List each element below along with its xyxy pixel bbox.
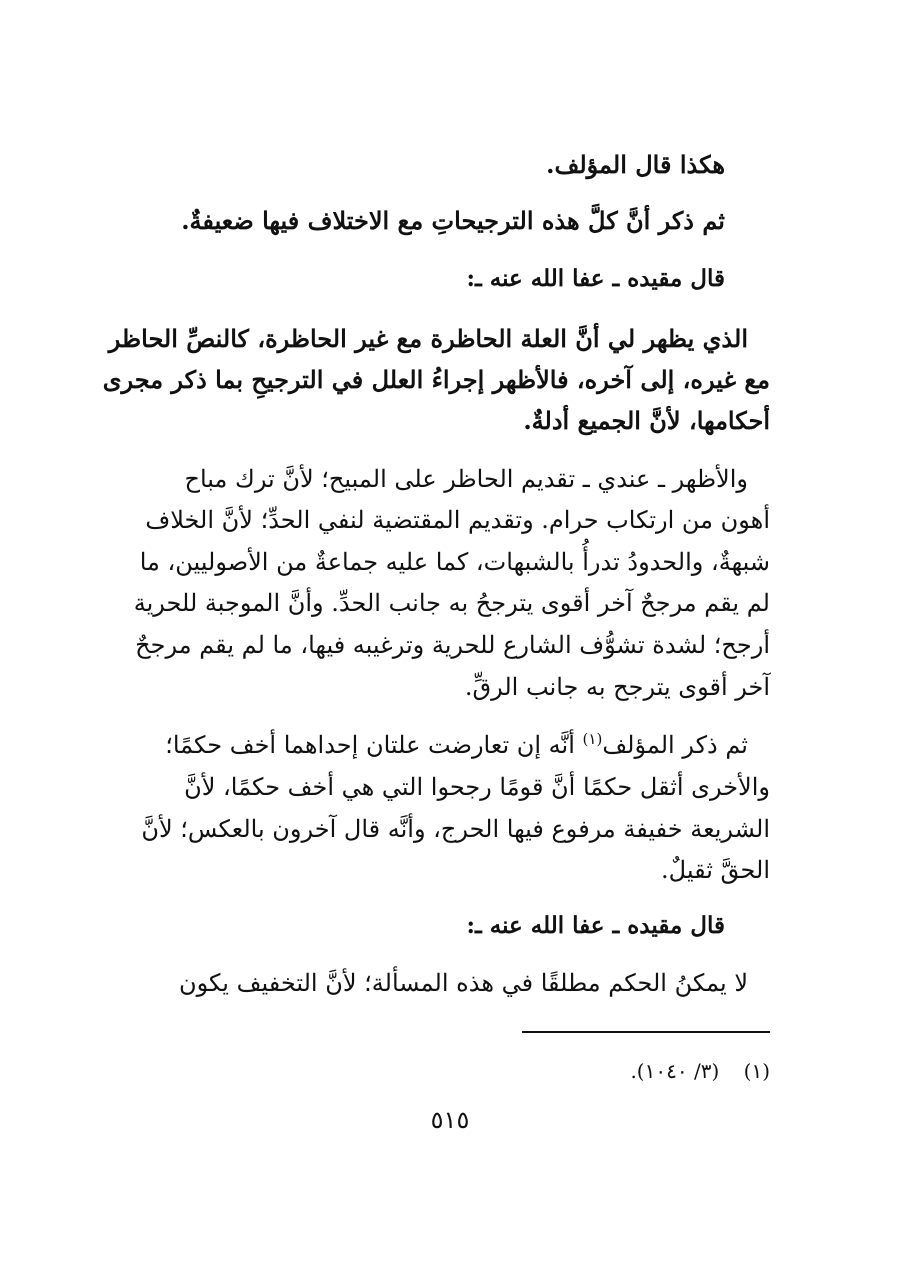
- text-line: هكذا قال المؤلف.: [546, 150, 725, 179]
- text-line: آخر أقوى يترجح به جانب الرقِّ.: [464, 673, 770, 701]
- text-line: الحقَّ ثقيلٌ.: [661, 856, 770, 884]
- line-rest: أنَّه إن تعارضت علتان إحداهما أخف حكمًا؛: [165, 731, 575, 759]
- document-page: [102, 0, 770, 1271]
- text-line: أحكامها، لأنَّ الجميع أدلةٌ.: [523, 406, 770, 435]
- footnote-text: (٣/ ١٠٤٠).: [630, 1059, 720, 1083]
- section-heading: قال مقيده ـ عفا الله عنه ـ:: [466, 912, 725, 939]
- text-line: [130, 728, 748, 762]
- text-line: الشريعة خفيفة مرفوع فيها الحرج، وأنَّه قال آخرون بالعكس؛ لأنَّ: [141, 815, 770, 843]
- text-line: مع غيره، إلى آخره، فالأظهر إجراءُ العلل في الترجيحِ بما ذكر مجرى: [102, 365, 770, 394]
- footnote-divider: [522, 1031, 770, 1033]
- section-heading: قال مقيده ـ عفا الله عنه ـ:: [466, 265, 725, 292]
- line-prefix: ثم ذكر المؤلف: [602, 731, 748, 759]
- text-line: أرجح؛ لشدة تشوُّف الشارع للحرية وترغيبه فيها، ما لم يقم مرجحٌ: [135, 631, 770, 659]
- text-line: الذي يظهر لي أنَّ العلة الحاظرة مع غير الحاظرة، كالنصِّ الحاظر: [108, 324, 748, 353]
- text-line: ثم ذكر أنَّ كلَّ هذه الترجيحاتِ مع الاختلاف فيها ضعيفةٌ.: [181, 206, 725, 235]
- page-number: ٥١٥: [430, 1106, 470, 1134]
- text-line: والأخرى أثقل حكمًا أنَّ قومًا رجحوا التي هي أخف حكمًا، لأنَّ: [184, 773, 770, 801]
- footnote-reference[interactable]: (١): [582, 730, 603, 748]
- footnote-number: (١): [743, 1059, 770, 1083]
- text-line: والأظهر ـ عندي ـ تقديم الحاظر على المبيح؛ لأنَّ ترك مباح: [184, 465, 748, 493]
- text-line: لا يمكنُ الحكم مطلقًا في هذه المسألة؛ لأنَّ التخفيف يكون: [179, 969, 748, 997]
- footnote: [630, 1057, 770, 1085]
- text-line: لم يقم مرجحٌ آخر أقوى يترجحُ به جانب الحدِّ. وأنَّ الموجبة للحرية: [133, 589, 770, 617]
- text-line: أهون من ارتكاب حرام. وتقديم المقتضية لنفي الحدِّ؛ لأنَّ الخلاف: [145, 506, 770, 534]
- text-line: شبهةٌ، والحدودُ تدرأُ بالشبهات، كما عليه جماعةٌ من الأصوليين، ما: [139, 548, 770, 576]
